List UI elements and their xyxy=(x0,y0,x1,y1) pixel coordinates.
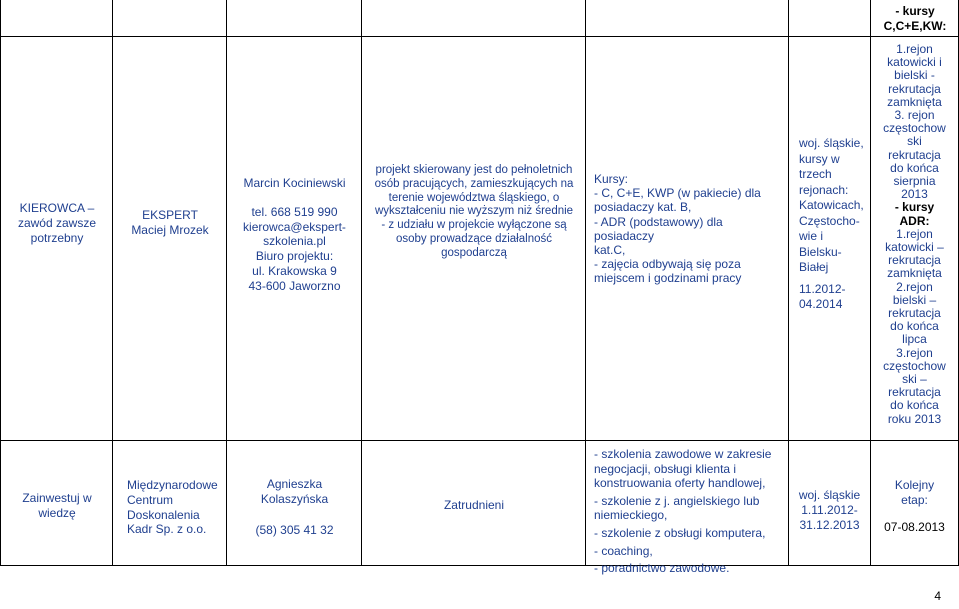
text-line: sierpnia xyxy=(893,174,936,189)
target-group-cell xyxy=(363,164,585,261)
text-line: negocjacji, obsługi klienta i xyxy=(594,461,737,476)
header-continuation xyxy=(872,4,958,34)
text-line: zawód zawsze xyxy=(17,215,97,230)
date-range: 31.12.2013 xyxy=(799,517,860,532)
text-line: kursy w xyxy=(799,151,840,166)
text-line: 2.rejon xyxy=(896,279,933,294)
text-line: Białej xyxy=(799,260,829,274)
text-line: Kursy: xyxy=(594,172,629,186)
text-line: - z udziału w projekcie wyłączone są xyxy=(381,219,567,232)
recruitment-status-cell xyxy=(871,478,958,534)
text-line: projekt skierowany jest do pełnoletnich xyxy=(375,164,573,176)
text-line: konstruowania oferty handlowej, xyxy=(594,476,766,491)
address: ul. Krakowska 9 xyxy=(252,263,337,278)
row-divider xyxy=(0,440,959,441)
text-line: ski xyxy=(907,134,922,149)
text-line: zamknięta xyxy=(887,94,942,109)
text-line: - C, C+E, KWP (w pakiecie) dla xyxy=(594,186,761,201)
phone: (58) 305 41 32 xyxy=(255,522,334,537)
address: 43-600 Jaworzno xyxy=(248,278,341,293)
header-line: - kursy xyxy=(895,4,935,18)
text-line: gospodarczą xyxy=(441,246,507,259)
project-title-cell xyxy=(2,491,112,521)
contact-cell xyxy=(228,477,361,537)
contact-cell xyxy=(228,176,361,294)
region-cell xyxy=(799,136,869,313)
text-line: Zatrudnieni xyxy=(443,498,505,512)
text-line: do końca xyxy=(890,319,939,334)
column-divider xyxy=(788,0,789,566)
text-line: - szkolenia zawodowe w zakresie xyxy=(594,447,772,461)
text-line: rekrutacja xyxy=(888,253,941,268)
recruitment-status-cell xyxy=(871,43,958,426)
column-divider xyxy=(112,0,113,566)
header-line: C,C+E,KW: xyxy=(883,18,947,33)
text-line: częstochow xyxy=(883,358,946,373)
courses-cell xyxy=(594,172,786,286)
text-line: Kadr Sp. z o.o. xyxy=(127,522,207,537)
beneficiary-cell xyxy=(127,478,226,537)
text-line: 2013 xyxy=(901,187,928,202)
email: kierowca@ekspert- xyxy=(243,219,346,234)
section-heading: - kursy xyxy=(894,200,935,215)
text-line: Katowicach, xyxy=(799,198,864,212)
text-line: kat.C, xyxy=(594,243,626,258)
text-line: roku 2013 xyxy=(887,411,942,426)
text-line: woj. śląskie, xyxy=(799,136,864,150)
region-cell xyxy=(789,488,870,532)
text-line: niemieckiego, xyxy=(594,508,668,523)
text-line: wykształceniu nie wyższym niż średnie xyxy=(374,205,574,218)
text-line: Centrum xyxy=(127,492,174,507)
text-line: - poradnictwo zawodowe. xyxy=(594,561,730,576)
contact-name: Marcin Kociniewski xyxy=(243,176,346,190)
text-line: Doskonalenia xyxy=(127,507,200,522)
contact-name: Agnieszka xyxy=(266,477,323,491)
courses-cell xyxy=(594,447,786,576)
project-title-cell xyxy=(2,201,112,245)
text-line: do końca xyxy=(890,398,939,413)
text-line: Zainwestuj w xyxy=(22,491,92,505)
column-divider xyxy=(361,0,362,566)
text-line: Międzynarodowe xyxy=(127,478,218,492)
text-line: lipca xyxy=(902,332,927,347)
text-line: rekrutacja xyxy=(888,147,941,162)
row-divider xyxy=(0,36,870,37)
text-line: etap: xyxy=(901,492,928,507)
row-divider xyxy=(870,36,959,37)
text-line: osób pracujących, zamieszkujących na xyxy=(374,177,574,190)
text-line: terenie województwa śląskiego, o xyxy=(388,191,560,204)
text-line: - ADR (podstawowy) dla posiadaczy xyxy=(594,214,723,243)
text-line: - szkolenie z obsługi komputera, xyxy=(594,525,766,540)
text-line: Maciej Mrozek xyxy=(131,222,209,237)
contact-name: Kolaszyńska xyxy=(260,491,329,506)
text-line: trzech xyxy=(799,167,832,181)
text-line: Kolejny xyxy=(894,478,935,492)
text-line: 3.rejon xyxy=(896,345,933,360)
text-line: woj. śląskie xyxy=(798,488,861,502)
date-range: 07-08.2013 xyxy=(884,519,945,534)
text-line: wie i xyxy=(799,229,824,243)
text-line: EKSPERT xyxy=(142,208,198,222)
text-line: KIEROWCA – xyxy=(19,201,95,215)
text-line: katowicki – xyxy=(885,240,944,255)
text-line: 1.rejon xyxy=(896,42,933,56)
text-line: Częstocho- xyxy=(799,213,860,228)
text-line: Biuro projektu: xyxy=(255,249,334,264)
date-range: 04.2014 xyxy=(799,297,843,311)
text-line: bielski - xyxy=(894,68,935,83)
table-border-bottom xyxy=(0,565,959,566)
column-divider xyxy=(226,0,227,566)
text-line: bielski – xyxy=(892,292,937,307)
text-line: zamknięta xyxy=(887,266,942,281)
text-line: rekrutacja xyxy=(888,385,941,400)
date-range: 11.2012- xyxy=(799,281,846,296)
text-line: 1.rejon xyxy=(896,226,933,241)
text-line: posiadaczy kat. B, xyxy=(594,200,692,215)
beneficiary-cell xyxy=(114,208,226,238)
page-number: 4 xyxy=(934,589,941,603)
text-line: wiedzę xyxy=(38,505,76,520)
text-line: katowicki i xyxy=(887,55,942,70)
text-line: miejscem i godzinami pracy xyxy=(594,271,742,286)
text-line: - coaching, xyxy=(594,543,653,558)
text-line: - zajęcia odbywają się poza xyxy=(594,257,741,272)
phone: tel. 668 519 990 xyxy=(251,204,338,219)
email: szkolenia.pl xyxy=(263,234,326,249)
section-heading: ADR: xyxy=(899,213,930,228)
date-range: 1.11.2012- xyxy=(801,502,858,517)
text-line: rekrutacja xyxy=(888,306,941,321)
column-divider xyxy=(585,0,586,566)
text-line: 3. rejon xyxy=(894,108,935,123)
text-line: rejonach: xyxy=(799,182,849,197)
text-line: ski – xyxy=(902,372,927,387)
text-line: częstochow xyxy=(883,121,946,136)
text-line: potrzebny xyxy=(30,230,84,245)
target-group-cell xyxy=(363,498,585,513)
text-line: do końca xyxy=(890,160,939,175)
text-line: rekrutacja xyxy=(888,81,941,96)
text-line: Bielsku- xyxy=(799,244,842,259)
table-border-left xyxy=(0,0,1,566)
text-line: - szkolenie z j. angielskiego lub xyxy=(594,493,760,508)
text-line: osoby prowadzące działalność xyxy=(396,232,552,245)
